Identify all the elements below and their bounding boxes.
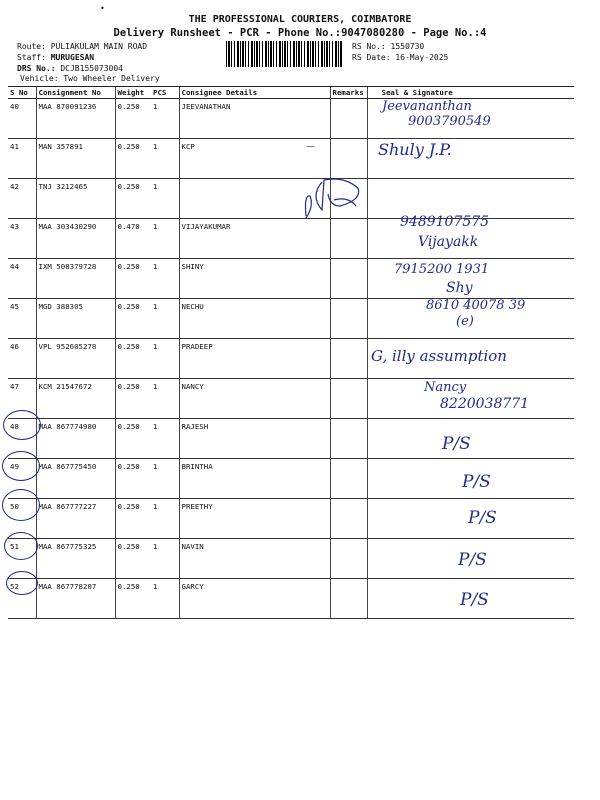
vehicle-info: Vehicle: Two Wheeler Delivery [20, 74, 160, 83]
cell-consignment: MAA 867775325 [36, 539, 115, 579]
table-header [8, 87, 574, 99]
table-row [8, 179, 574, 219]
cell-consignee: NECHU [179, 299, 330, 339]
cell-pcs: 1 [151, 219, 179, 259]
cell-sno: 51 [8, 539, 36, 579]
cell-pcs: 1 [151, 579, 179, 619]
cell-pcs: 1 [151, 339, 179, 379]
cell-pcs: 1 [151, 379, 179, 419]
cell-sno: 43 [8, 219, 36, 259]
handwriting-phone: 9489107575 [400, 214, 490, 230]
rs-date: RS Date: 16-May-2025 [352, 53, 449, 62]
handwriting-mark: (e) [456, 314, 474, 329]
cell-consignee: PRADEEP [179, 339, 330, 379]
cell-remarks [330, 459, 367, 499]
cell-weight: 0.250 [115, 379, 151, 419]
cell-weight: 0.250 [115, 499, 151, 539]
cell-sno: 42 [8, 179, 36, 219]
handwriting-phone: 8220038771 [440, 396, 530, 412]
remark-dash: — [306, 142, 315, 152]
cell-consignment: MGD 388305 [36, 299, 115, 339]
table-row [8, 419, 574, 459]
handwriting-phone: 9003790549 [408, 114, 491, 129]
cell-consignment: MAA 867775450 [36, 459, 115, 499]
cell-weight: 0.250 [115, 339, 151, 379]
circle-mark [2, 451, 40, 481]
cell-sno: 40 [8, 99, 36, 139]
cell-consignee: PREETHY [179, 499, 330, 539]
cell-sno: 44 [8, 259, 36, 299]
cell-weight: 0.250 [115, 579, 151, 619]
cell-sno: 49 [8, 459, 36, 499]
company-name: THE PROFESSIONAL COURIERS, COIMBATORE [188, 14, 412, 25]
cell-weight: 0.250 [115, 419, 151, 459]
cell-remarks [330, 419, 367, 459]
cell-remarks [330, 299, 367, 339]
handwriting-name: Nancy [424, 380, 467, 395]
handwritten-signature-mark [300, 176, 370, 222]
cell-consignment: TNJ 3212465 [36, 179, 115, 219]
cell-weight: 0.470 [115, 219, 151, 259]
barcode [226, 41, 342, 67]
circle-mark [6, 571, 38, 595]
route-info: Route: PULIAKULAM MAIN ROAD [17, 42, 148, 51]
cell-consignment: MAA 303430290 [36, 219, 115, 259]
handwriting-phone: 8610 40078 39 [426, 298, 526, 313]
cell-remarks [330, 99, 367, 139]
cell-weight: 0.250 [115, 139, 151, 179]
scan-mark: • [100, 4, 105, 13]
cell-consignee: GARCY [179, 579, 330, 619]
rs-number: RS No.: 1550730 [352, 42, 425, 51]
col-sno: S No [8, 87, 36, 99]
cell-pcs: 1 [151, 299, 179, 339]
cell-remarks [330, 579, 367, 619]
handwriting-name: Shy [446, 280, 473, 296]
cell-seal [367, 179, 574, 219]
cell-sno: 45 [8, 299, 36, 339]
col-consignee: Consignee Details [179, 87, 330, 99]
staff-name: MURUGESAN [50, 53, 95, 62]
cell-consignment: VPL 952605278 [36, 339, 115, 379]
cell-consignment: MAA 867777227 [36, 499, 115, 539]
handwriting-ps: P/S [460, 590, 489, 610]
circle-mark [2, 489, 40, 521]
col-pcs: PCS [151, 87, 179, 99]
cell-consignee: NANCY [179, 379, 330, 419]
cell-remarks [330, 139, 367, 179]
cell-consignee: VIJAYAKUMAR [179, 219, 330, 259]
cell-pcs: 1 [151, 259, 179, 299]
cell-consignee: BRINTHA [179, 459, 330, 499]
handwriting-phone: 7915200 1931 [394, 262, 490, 277]
cell-consignment: MAA 867774980 [36, 419, 115, 459]
cell-sno: 46 [8, 339, 36, 379]
col-remarks: Remarks [330, 87, 367, 99]
drs-number: DCJB155073004 [60, 64, 123, 73]
col-weight: Weight [115, 87, 151, 99]
cell-consignment: KCM 21547672 [36, 379, 115, 419]
cell-sno: 41 [8, 139, 36, 179]
staff-info [17, 53, 94, 62]
cell-consignee: NAVIN [179, 539, 330, 579]
col-seal: Seal & Signature [367, 87, 574, 99]
cell-consignment: IXM 508379728 [36, 259, 115, 299]
cell-pcs: 1 [151, 99, 179, 139]
drs-info [17, 64, 123, 73]
handwriting-ps: P/S [462, 472, 491, 492]
cell-consignee: JEEVANATHAN [179, 99, 330, 139]
handwriting-name: Vijayakk [418, 234, 479, 250]
staff-label: Staff: [17, 53, 46, 62]
circle-mark [4, 532, 38, 560]
handwriting-remark: G, illy assumption [371, 347, 507, 365]
cell-consignee: KCP [179, 139, 330, 179]
cell-weight: 0.250 [115, 99, 151, 139]
cell-pcs: 1 [151, 539, 179, 579]
cell-remarks [330, 219, 367, 259]
cell-remarks [330, 499, 367, 539]
cell-pcs: 1 [151, 419, 179, 459]
cell-weight: 0.250 [115, 259, 151, 299]
table-row [8, 579, 574, 619]
cell-sno: 47 [8, 379, 36, 419]
cell-pcs: 1 [151, 459, 179, 499]
handwriting-signature: Shuly J.P. [378, 140, 452, 159]
handwriting-ps: P/S [468, 508, 497, 528]
cell-consignment: MAN 357891 [36, 139, 115, 179]
drs-label: DRS No.: [17, 64, 56, 73]
cell-weight: 0.250 [115, 459, 151, 499]
table-row [8, 139, 574, 179]
circle-mark [3, 410, 41, 440]
cell-weight: 0.250 [115, 539, 151, 579]
col-consignment: Consignment No [36, 87, 115, 99]
cell-sno: 48 [8, 419, 36, 459]
cell-pcs: 1 [151, 499, 179, 539]
table-row [8, 219, 574, 259]
cell-weight: 0.250 [115, 299, 151, 339]
runsheet-title: Delivery Runsheet - PCR - Phone No.:9047080280 - Page No.:4 [113, 27, 487, 39]
handwriting-ps: P/S [442, 434, 471, 454]
table-row [8, 539, 574, 579]
cell-remarks [330, 259, 367, 299]
cell-pcs: 1 [151, 139, 179, 179]
cell-remarks [330, 339, 367, 379]
cell-remarks [330, 379, 367, 419]
handwriting-name: Jeevananthan [382, 99, 472, 114]
handwriting-ps: P/S [458, 550, 487, 570]
cell-consignee: RAJESH [179, 419, 330, 459]
cell-consignment: MAA 870091236 [36, 99, 115, 139]
cell-consignment: MAA 867778207 [36, 579, 115, 619]
cell-pcs: 1 [151, 179, 179, 219]
cell-consignee: SHINY [179, 259, 330, 299]
cell-remarks [330, 539, 367, 579]
cell-sno: 50 [8, 499, 36, 539]
cell-sno: 52 [8, 579, 36, 619]
cell-weight: 0.250 [115, 179, 151, 219]
